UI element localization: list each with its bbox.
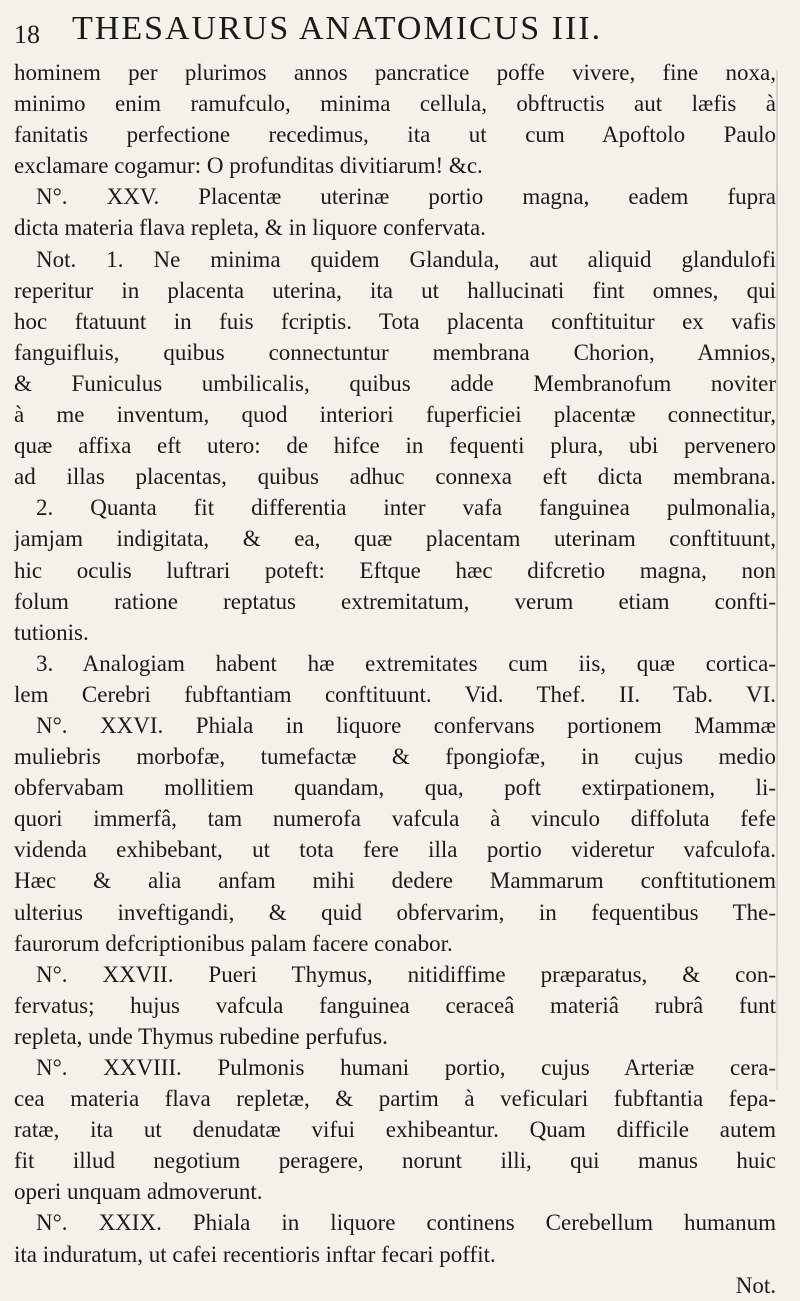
text-line: quori immerfâ, tam numerofa vafcula à vinculo diffoluta fefe [14,806,776,832]
text-line: cea materia flava repletæ, & partim à veficulari fubftantia fepa- [14,1086,776,1112]
text-line: hominem per plurimos annos pancratice poffe vivere, fine noxa, [14,60,776,85]
text-line: & Funiculus umbilicalis, quibus adde Membranofum noviter [14,370,776,396]
text-line: fit illud negotium peragere, norunt illi, qui manus huic [14,1148,776,1174]
text-line: ratæ, ita ut denudatæ vifui exhibeantur. Quam difficile autem [14,1117,776,1143]
text-line: tutionis. [14,619,89,645]
text-line: 3. Analogiam habent hæ extremitates cum iis, quæ cortica- [36,650,776,676]
text-line: obfervabam mollitiem quandam, qua, poft extirpationem, li- [14,775,776,801]
text-line: Not. [735,1272,776,1298]
text-line: à me inventum, quod interiori fuperficiei placentæ connectitur, [14,402,776,428]
text-line: repleta, unde Thymus rubedine perfufus. [14,1023,388,1049]
text-line: fanitatis perfectione recedimus, ita ut cum Apoftolo Paulo [14,122,776,148]
page-number: 18 [14,20,40,49]
text-line: muliebris morbofæ, tumefactæ & fpongiofæ, in cujus medio [14,744,776,770]
text-line: N°. XXVII. Pueri Thymus, nitidiffime præparatus, & con- [36,961,776,987]
text-line: minimo enim ramufculo, minima cellula, obftructis aut læfis à [14,91,776,117]
text-line: folum ratione reptatus extremitatum, verum etiam confti- [14,588,776,614]
text-line: lem Cerebri fubftantiam conftituunt. Vid. Thef. II. Tab. VI. [14,681,776,707]
text-line: reperitur in placenta uterina, ita ut hallucinati fint omnes, qui [14,277,776,303]
text-line: Not. 1. Ne minima quidem Glandula, aut aliquid glandulofi [36,246,776,272]
text-line: N°. XXIX. Phiala in liquore continens Cerebellum humanum [36,1210,776,1236]
text-line: ita induratum, ut cafei recentioris inftar fecari poffit. [14,1241,496,1267]
text-line: exclamare cogamur: O profunditas divitiarum! &c. [14,153,483,179]
text-line: N°. XXVIII. Pulmonis humani portio, cujus Arteriæ cera- [36,1055,776,1080]
page-edge-shadow [776,70,778,1090]
text-line: hoc ftatuunt in fuis fcriptis. Tota placenta conftituitur ex vafis [14,308,776,334]
text-line: fanguifluis, quibus connectuntur membrana Chorion, Amnios, [14,339,776,365]
text-line: N°. XXVI. Phiala in liquore confervans portionem Mammæ [36,712,776,738]
text-line: videnda exhibebant, ut tota fere illa portio videretur vafculofa. [14,837,776,863]
text-line: ad illas placentas, quibus adhuc connexa eft dicta membrana. [14,464,776,490]
text-line: quæ affixa eft utero: de hifce in fequenti plura, ubi pervenero [14,433,776,459]
page-header [14,6,760,54]
text-line: dicta materia flava repleta, & in liquore confervata. [14,215,486,241]
text-line: 2. Quanta fit differentia inter vafa fanguinea pulmonalia, [36,495,776,521]
text-line: ulterius inveftigandi, & quid obfervarim, in fequentibus The- [14,899,776,925]
text-line: jamjam indigitata, & ea, quæ placentam uterinam conftituunt, [14,526,776,552]
text-line: N°. XXV. Placentæ uterinæ portio magna, eadem fupra [36,184,776,210]
running-head: THESAURUS ANATOMICUS III. [72,10,603,47]
text-line: Hæc & alia anfam mihi dedere Mammarum conftitutionem [14,868,776,894]
text-line: hic oculis luftrari poteft: Eftque hæc difcretio magna, non [14,557,776,583]
text-body [14,57,776,1301]
text-line: faurorum defcriptionibus palam facere conabor. [14,930,453,956]
text-line: fervatus; hujus vafcula fanguinea ceraceâ materiâ rubrâ funt [14,992,776,1018]
text-line: operi unquam admoverunt. [14,1179,263,1205]
